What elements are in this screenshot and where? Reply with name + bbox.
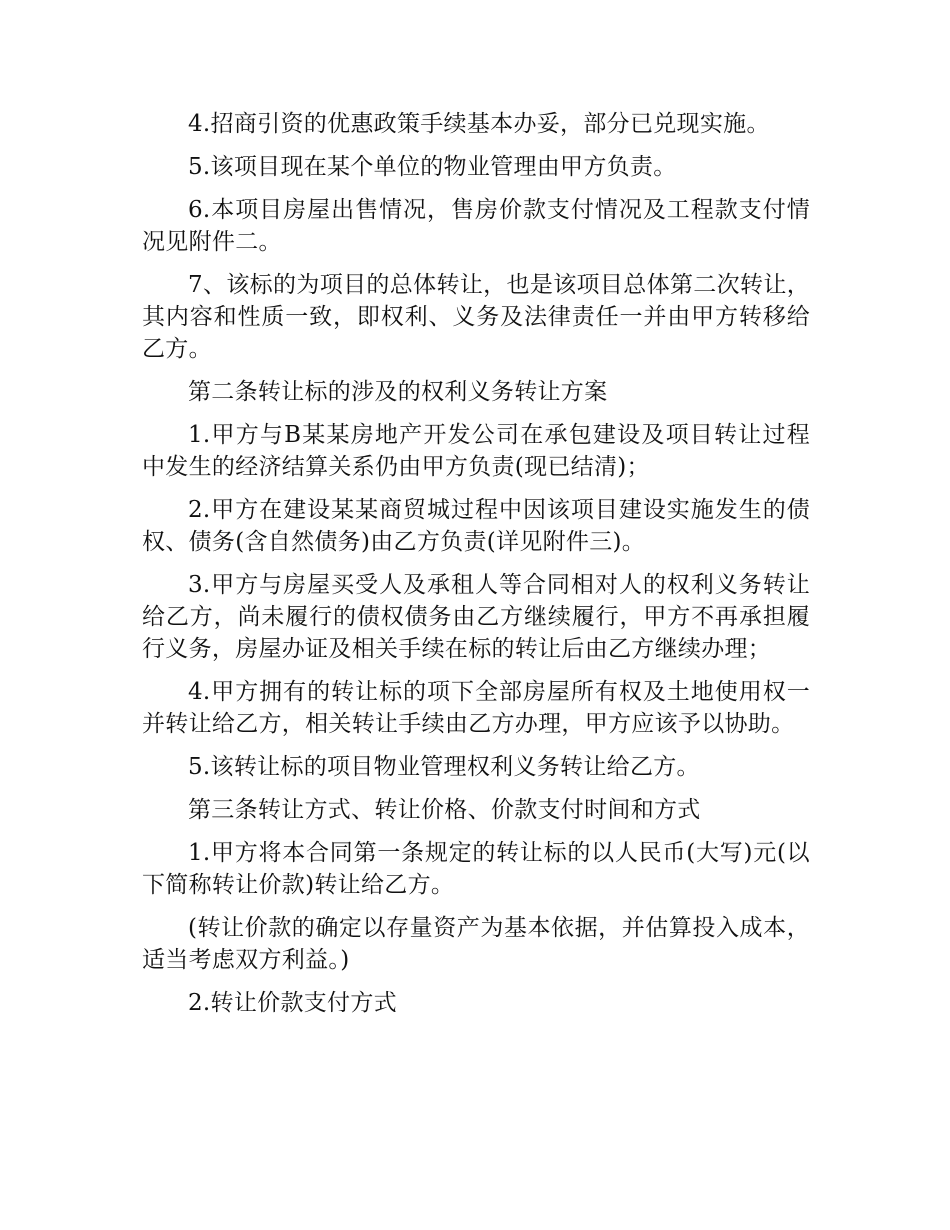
document-body bbox=[142, 108, 810, 1030]
paragraph-price-note: (转让价款的确定以存量资产为基本依据，并估算投入成本，适当考虑双方利益。) bbox=[142, 915, 810, 973]
section-heading-article-2: 第二条转让标的涉及的权利义务转让方案 bbox=[188, 379, 608, 405]
paragraph-article-3-item-2: 2.转让价款支付方式 bbox=[188, 990, 397, 1016]
paragraph-item-7: 7、该标的为项目的总体转让，也是该项目总体第二次转让，其内容和性质一致，即权利、义务及法律责任一并由甲方转移给乙方。 bbox=[142, 272, 810, 362]
paragraph-article-2-item-5: 5.该转让标的项目物业管理权利义务转让给乙方。 bbox=[188, 754, 700, 780]
paragraph-article-3-item-1: 1.甲方将本合同第一条规定的转让标的以人民币(大写)元(以下简称转让价款)转让给乙方。 bbox=[142, 840, 810, 898]
paragraph-item-6: 6.本项目房屋出售情况，售房价款支付情况及工程款支付情况见附件二。 bbox=[142, 197, 810, 255]
paragraph-item-5: 5.该项目现在某个单位的物业管理由甲方负责。 bbox=[188, 154, 677, 180]
paragraph-article-2-item-4: 4.甲方拥有的转让标的项下全部房屋所有权及土地使用权一并转让给乙方，相关转让手续由乙方办理，甲方应该予以协助。 bbox=[142, 679, 810, 737]
paragraph-article-2-item-3: 3.甲方与房屋买受人及承租人等合同相对人的权利义务转让给乙方，尚未履行的债权债务由乙方继续履行，甲方不再承担履行义务，房屋办证及相关手续在标的转让后由乙方继续办理； bbox=[142, 572, 810, 662]
paragraph-item-4: 4.招商引资的优惠政策手续基本办妥，部分已兑现实施。 bbox=[188, 111, 770, 137]
section-heading-article-3: 第三条转让方式、转让价格、价款支付时间和方式 bbox=[188, 797, 701, 823]
paragraph-article-2-item-1: 1.甲方与B某某房地产开发公司在承包建设及项目转让过程中发生的经济结算关系仍由甲方负责(现已结清)； bbox=[142, 422, 810, 480]
paragraph-article-2-item-2: 2.甲方在建设某某商贸城过程中因该项目建设实施发生的债权、债务(含自然债务)由乙方负责(详见附件三)。 bbox=[142, 497, 810, 555]
